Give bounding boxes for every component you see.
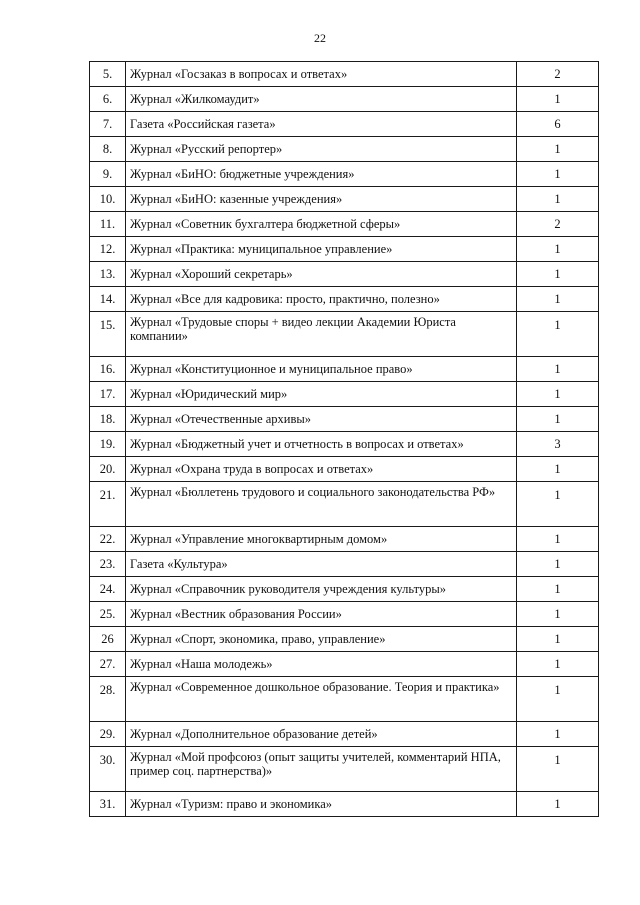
- publication-title: Журнал «Конституционное и муниципальное право»: [126, 357, 517, 382]
- quantity: 1: [517, 187, 599, 212]
- publication-title: Журнал «Хороший секретарь»: [126, 262, 517, 287]
- quantity: 1: [517, 237, 599, 262]
- publication-title: Журнал «БиНО: бюджетные учреждения»: [126, 162, 517, 187]
- quantity: 1: [517, 312, 599, 357]
- table-row: [90, 382, 599, 407]
- quantity: 3: [517, 432, 599, 457]
- quantity: 1: [517, 482, 599, 527]
- table-row: [90, 357, 599, 382]
- table-row: [90, 162, 599, 187]
- subscription-table: [89, 61, 599, 817]
- table-row: [90, 457, 599, 482]
- table-row: [90, 137, 599, 162]
- publication-title: Журнал «Бюджетный учет и отчетность в вопросах и ответах»: [126, 432, 517, 457]
- row-number: 6.: [90, 87, 126, 112]
- row-number: 27.: [90, 652, 126, 677]
- row-number: 20.: [90, 457, 126, 482]
- row-number: 29.: [90, 722, 126, 747]
- quantity: 2: [517, 212, 599, 237]
- publication-title: Журнал «БиНО: казенные учреждения»: [126, 187, 517, 212]
- publication-title: Журнал «Юридический мир»: [126, 382, 517, 407]
- quantity: 1: [517, 162, 599, 187]
- table-row: [90, 212, 599, 237]
- row-number: 5.: [90, 62, 126, 87]
- table-row: [90, 237, 599, 262]
- row-number: 7.: [90, 112, 126, 137]
- publication-title: Журнал «Дополнительное образование детей»: [126, 722, 517, 747]
- quantity: 1: [517, 357, 599, 382]
- publication-title: Журнал «Справочник руководителя учреждения культуры»: [126, 577, 517, 602]
- publication-title: Журнал «Отечественные архивы»: [126, 407, 517, 432]
- row-number: 10.: [90, 187, 126, 212]
- row-number: 25.: [90, 602, 126, 627]
- quantity: 1: [517, 652, 599, 677]
- table-row: [90, 792, 599, 817]
- table-row: [90, 527, 599, 552]
- table-row: [90, 312, 599, 357]
- table-row: [90, 407, 599, 432]
- table-row: [90, 577, 599, 602]
- quantity: 1: [517, 792, 599, 817]
- quantity: 2: [517, 62, 599, 87]
- publication-title: Журнал «Трудовые споры + видео лекции Академии Юриста компании»: [126, 312, 517, 357]
- row-number: 12.: [90, 237, 126, 262]
- row-number: 15.: [90, 312, 126, 357]
- table-row: [90, 722, 599, 747]
- quantity: 1: [517, 407, 599, 432]
- row-number: 13.: [90, 262, 126, 287]
- row-number: 14.: [90, 287, 126, 312]
- table-row: [90, 652, 599, 677]
- quantity: 1: [517, 382, 599, 407]
- row-number: 19.: [90, 432, 126, 457]
- quantity: 1: [517, 747, 599, 792]
- publication-title: Журнал «Наша молодежь»: [126, 652, 517, 677]
- publication-title: Газета «Российская газета»: [126, 112, 517, 137]
- table-row: [90, 187, 599, 212]
- quantity: 6: [517, 112, 599, 137]
- quantity: 1: [517, 457, 599, 482]
- quantity: 1: [517, 627, 599, 652]
- publication-title: Журнал «Госзаказ в вопросах и ответах»: [126, 62, 517, 87]
- publication-title: Журнал «Спорт, экономика, право, управление»: [126, 627, 517, 652]
- publication-title: Журнал «Управление многоквартирным домом»: [126, 527, 517, 552]
- quantity: 1: [517, 577, 599, 602]
- table-row: [90, 627, 599, 652]
- table-row: [90, 482, 599, 527]
- row-number: 17.: [90, 382, 126, 407]
- row-number: 31.: [90, 792, 126, 817]
- quantity: 1: [517, 87, 599, 112]
- row-number: 11.: [90, 212, 126, 237]
- publication-title: Журнал «Охрана труда в вопросах и ответах»: [126, 457, 517, 482]
- quantity: 1: [517, 137, 599, 162]
- publication-title: Журнал «Русский репортер»: [126, 137, 517, 162]
- publication-title: Журнал «Бюллетень трудового и социального законодательства РФ»: [126, 482, 517, 527]
- table-row: [90, 262, 599, 287]
- page-number: 22: [314, 31, 326, 45]
- row-number: 28.: [90, 677, 126, 722]
- quantity: 1: [517, 677, 599, 722]
- publication-title: Журнал «Все для кадровика: просто, практично, полезно»: [126, 287, 517, 312]
- publication-title: Журнал «Практика: муниципальное управление»: [126, 237, 517, 262]
- row-number: 22.: [90, 527, 126, 552]
- row-number: 23.: [90, 552, 126, 577]
- row-number: 16.: [90, 357, 126, 382]
- table-row: [90, 747, 599, 792]
- quantity: 1: [517, 262, 599, 287]
- row-number: 24.: [90, 577, 126, 602]
- publication-title: Журнал «Современное дошкольное образование. Теория и практика»: [126, 677, 517, 722]
- publication-title: Журнал «Вестник образования России»: [126, 602, 517, 627]
- table-row: [90, 87, 599, 112]
- table-row: [90, 112, 599, 137]
- publication-title: Журнал «Туризм: право и экономика»: [126, 792, 517, 817]
- quantity: 1: [517, 722, 599, 747]
- publication-title: Журнал «Мой профсоюз (опыт защиты учителей, комментарий НПА, пример соц. партнерства)»: [126, 747, 517, 792]
- row-number: 30.: [90, 747, 126, 792]
- row-number: 8.: [90, 137, 126, 162]
- table-row: [90, 62, 599, 87]
- table-row: [90, 677, 599, 722]
- publication-title: Журнал «Жилкомаудит»: [126, 87, 517, 112]
- row-number: 9.: [90, 162, 126, 187]
- quantity: 1: [517, 602, 599, 627]
- row-number: 18.: [90, 407, 126, 432]
- quantity: 1: [517, 287, 599, 312]
- table-row: [90, 287, 599, 312]
- quantity: 1: [517, 527, 599, 552]
- publication-title: Журнал «Советник бухгалтера бюджетной сферы»: [126, 212, 517, 237]
- quantity: 1: [517, 552, 599, 577]
- table-row: [90, 432, 599, 457]
- table-row: [90, 602, 599, 627]
- row-number: 21.: [90, 482, 126, 527]
- publication-title: Газета «Культура»: [126, 552, 517, 577]
- row-number: 26: [90, 627, 126, 652]
- table-row: [90, 552, 599, 577]
